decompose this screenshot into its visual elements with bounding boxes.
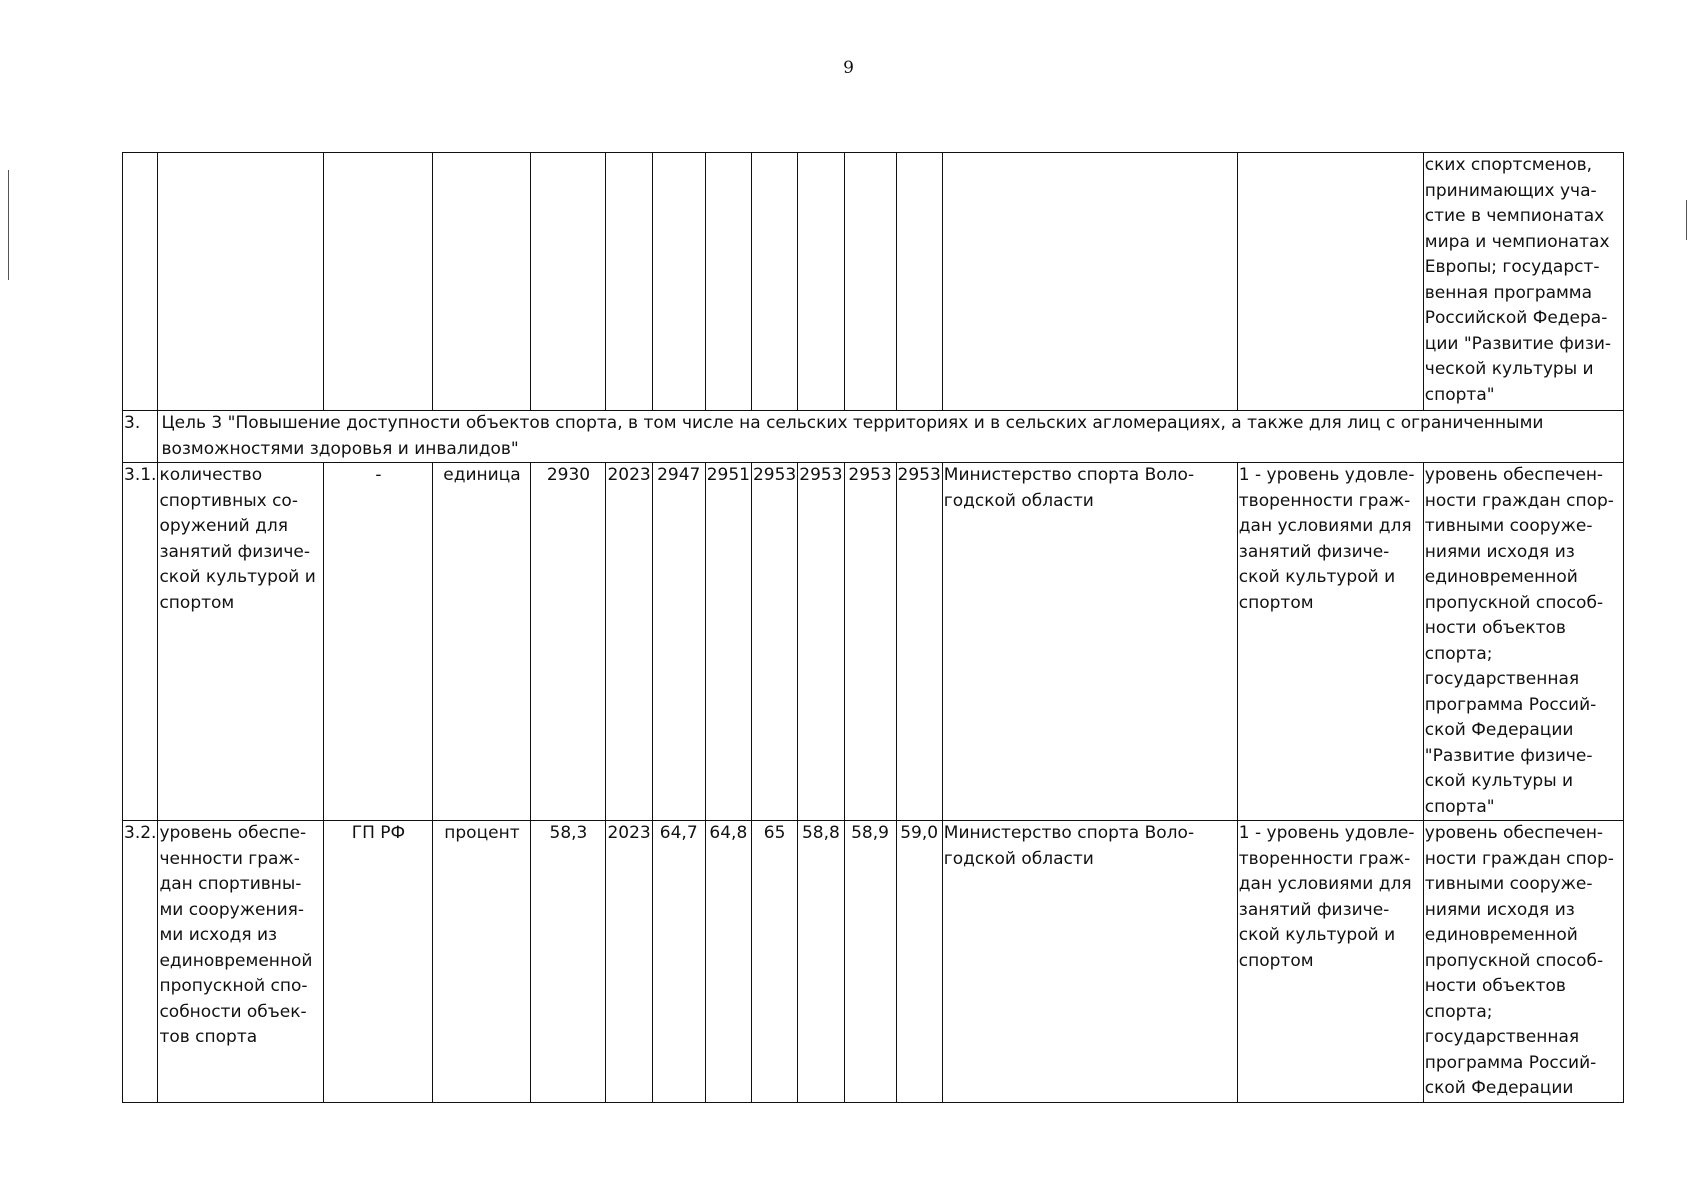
table-cell: 2953	[844, 463, 896, 821]
table-cell	[433, 153, 531, 411]
table-cell: 58,8	[798, 821, 844, 1103]
table-cell: 64,8	[705, 821, 751, 1103]
table-cell	[751, 153, 797, 411]
table-cell	[844, 153, 896, 411]
table-cell: 2951	[705, 463, 751, 821]
table-cell: количество спортивных со- оружений для занятий физиче- ской культурой и спортом	[158, 463, 324, 821]
table-cell: 2947	[652, 463, 705, 821]
table-cell: -	[324, 463, 433, 821]
table-cell	[531, 153, 606, 411]
table-cell	[798, 153, 844, 411]
goal-number-cell: 3.	[123, 411, 158, 463]
table-cell: 65	[751, 821, 797, 1103]
table-cell: Министерство спорта Воло- годской области	[942, 463, 1237, 821]
table-cell: единица	[433, 463, 531, 821]
table-row	[123, 153, 1624, 411]
goal-text-cell: Цель 3 "Повышение доступности объектов спорта, в том числе на сельских территориях и в сельских агломерациях, а также для лиц с ограниченными возможностями здоровья и инвалидов"	[158, 411, 1623, 463]
indicators-table	[122, 152, 1624, 1103]
table-cell	[896, 153, 942, 411]
table-cell	[158, 153, 324, 411]
table-cell: 2023	[606, 821, 652, 1103]
table-cell	[705, 153, 751, 411]
table-cell: 2023	[606, 463, 652, 821]
table-cell: 3.2.	[123, 821, 158, 1103]
table-row	[123, 411, 1624, 463]
table-cell	[606, 153, 652, 411]
table-cell: 59,0	[896, 821, 942, 1103]
table-cell: 2953	[751, 463, 797, 821]
table-body	[123, 153, 1624, 1103]
table-cell: 2930	[531, 463, 606, 821]
table-cell: 1 - уровень удовле- творенности граж- дан условиями для занятий физиче- ской культурой и спортом	[1237, 821, 1423, 1103]
table-cell	[123, 153, 158, 411]
table-cell: уровень обеспечен- ности граждан спор- тивными сооруже- ниями исходя из единовременной пропускной способ- ности объектов спорта; государственная программа Россий- ской Федерации	[1423, 821, 1623, 1103]
table-cell: 2953	[896, 463, 942, 821]
table-cell: 58,3	[531, 821, 606, 1103]
table-cell: процент	[433, 821, 531, 1103]
table-cell: 58,9	[844, 821, 896, 1103]
scan-margin-mark	[1686, 200, 1687, 240]
table-cell: 64,7	[652, 821, 705, 1103]
table-cell: уровень обеспечен- ности граждан спор- тивными сооруже- ниями исходя из единовременной пропускной способ- ности объектов спорта; государственная программа Россий- ской Федерации "Развитие физиче- ской культуры и спорта"	[1423, 463, 1623, 821]
table-cell: 3.1.	[123, 463, 158, 821]
table-cell	[942, 153, 1237, 411]
scan-margin-mark	[8, 170, 9, 280]
table-cell	[652, 153, 705, 411]
table-cell: 2953	[798, 463, 844, 821]
table-cell: Министерство спорта Воло- годской области	[942, 821, 1237, 1103]
table-row	[123, 463, 1624, 821]
table-cell: ских спортсменов, принимающих уча- стие в чемпионатах мира и чемпионатах Европы; государст- венная программа Российской Федера- ции "Развитие физи- ческой культуры и спорта"	[1423, 153, 1623, 411]
table-row	[123, 821, 1624, 1103]
table-cell	[1237, 153, 1423, 411]
page-number: 9	[843, 58, 854, 78]
table-cell: ГП РФ	[324, 821, 433, 1103]
table-cell: уровень обеспе- ченности граж- дан спортивны- ми сооружения- ми исходя из единовременной пропускной спо- собности объек- тов спорта	[158, 821, 324, 1103]
table-cell	[324, 153, 433, 411]
table-cell: 1 - уровень удовле- творенности граж- дан условиями для занятий физиче- ской культурой и спортом	[1237, 463, 1423, 821]
